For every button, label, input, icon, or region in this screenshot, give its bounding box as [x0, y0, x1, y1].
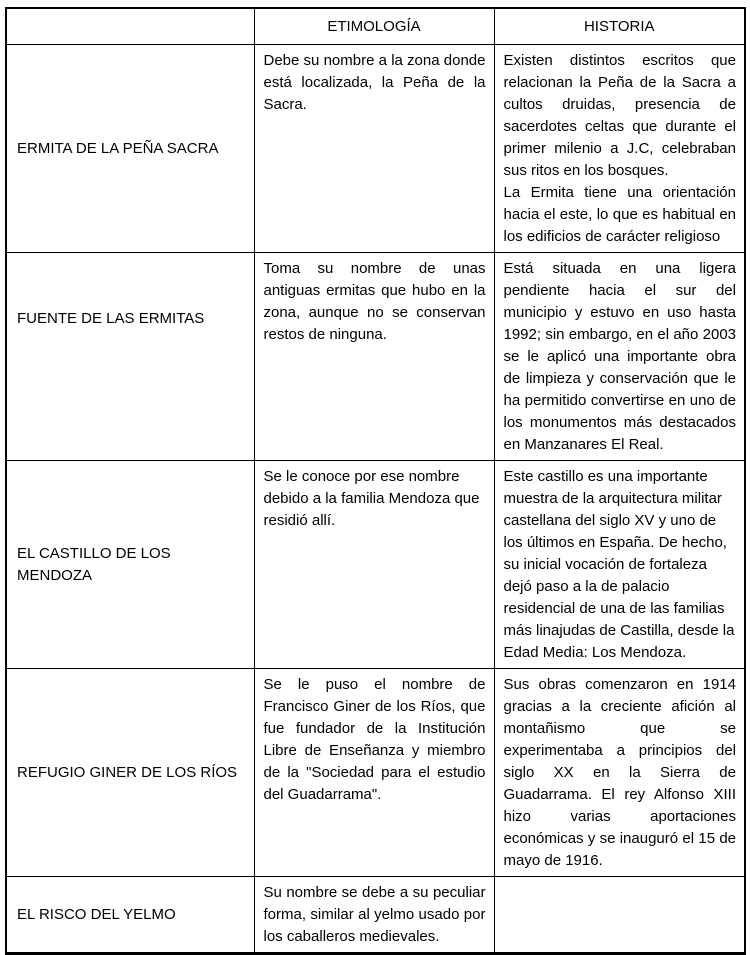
etimologia-cell: Toma su nombre de unas antiguas ermitas que hubo en la zona, aunque no se conservan restos de ninguna.	[254, 253, 494, 461]
row-name-label: REFUGIO GINER DE LOS RÍOS	[17, 763, 238, 781]
historia-cell: Existen distintos escritos que relacionan la Peña de la Sacra a cultos druidas, presencia de sacerdotes celtas que durante el primer milenio a J.C, celebraban sus ritos en los bosques. La Ermita tiene una orientación hacia el este, lo que es habitual en los edificios de carácter religioso	[494, 45, 745, 253]
row-name-cell	[6, 253, 254, 461]
header-historia: HISTORIA	[494, 8, 745, 45]
etimologia-cell: Su nombre se debe a su peculiar forma, similar al yelmo usado por los caballeros medievales.	[254, 877, 494, 954]
document-page	[0, 7, 750, 945]
historia-cell: Este castillo es una importante muestra de la arquitectura militar castellana del siglo XV y uno de los últimos en España. De hecho, su inicial vocación de fortaleza dejó paso a la de palacio residencial de una de las familias más linajudas de Castilla, desde la Edad Media: Los Mendoza.	[494, 461, 745, 669]
row-name-cell	[6, 669, 254, 877]
row-name-cell	[6, 461, 254, 669]
row-name-cell	[6, 877, 254, 954]
row-name-label: FUENTE DE LAS ERMITAS	[17, 309, 205, 327]
etimologia-cell: Debe su nombre a la zona donde está localizada, la Peña de la Sacra.	[254, 45, 494, 253]
etimologia-cell: Se le conoce por ese nombre debido a la familia Mendoza que residió allí.	[254, 461, 494, 669]
table-row-castillo-mendoza	[6, 461, 745, 669]
row-name-label: EL RISCO DEL YELMO	[17, 905, 176, 923]
monuments-table	[5, 7, 746, 955]
row-name-cell	[6, 45, 254, 253]
row-name-label: ERMITA DE LA PEÑA SACRA	[17, 139, 219, 157]
table-header-row	[6, 8, 745, 45]
table-row-fuente-ermitas	[6, 253, 745, 461]
table-row-ermita-pena-sacra	[6, 45, 745, 253]
historia-cell: Sus obras comenzaron en 1914 gracias a la creciente afición al montañismo que se experimentaba a principios del siglo XX en la Sierra de Guadarrama. El rey Alfonso XIII hizo varias aportaciones económicas y se inauguró el 15 de mayo de 1916.	[494, 669, 745, 877]
row-name-label: EL CASTILLO DE LOS MENDOZA	[17, 544, 171, 584]
historia-cell: Está situada en una ligera pendiente hacia el sur del municipio y estuvo en uso hasta 1992; sin embargo, en el año 2003 se le aplicó una importante obra de limpieza y conservación que le ha permitido convertirse en uno de los monumentos más destacados en Manzanares El Real.	[494, 253, 745, 461]
table-row-risco-yelmo	[6, 877, 745, 954]
header-etimologia: ETIMOLOGÍA	[254, 8, 494, 45]
etimologia-cell: Se le puso el nombre de Francisco Giner de los Ríos, que fue fundador de la Institución Libre de Enseñanza y miembro de la "Sociedad para el estudio del Guadarrama".	[254, 669, 494, 877]
table-row-refugio-giner	[6, 669, 745, 877]
historia-cell	[494, 877, 745, 954]
header-name-column	[6, 8, 254, 45]
